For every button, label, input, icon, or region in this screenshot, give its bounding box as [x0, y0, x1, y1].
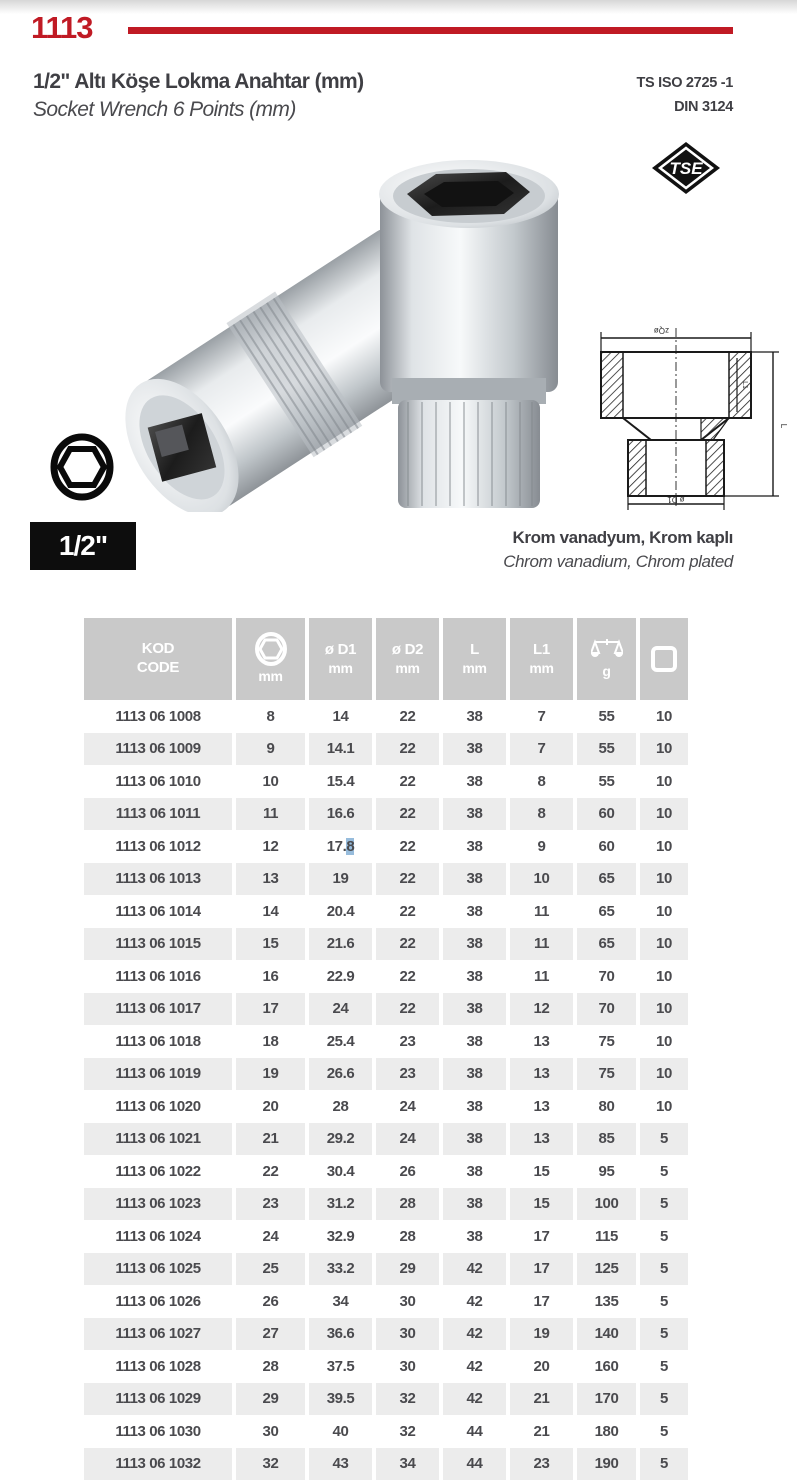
table-cell: 38 — [443, 993, 506, 1026]
table-cell: 22 — [376, 733, 439, 766]
table-cell: 22 — [399, 837, 416, 855]
table-cell: 38 — [466, 1097, 483, 1115]
table-cell: 23 — [510, 1448, 573, 1480]
table-cell: 7 — [510, 733, 573, 766]
table-cell: 10 — [656, 1097, 672, 1115]
table-cell: 38 — [466, 1032, 483, 1050]
table-cell: 38 — [443, 1058, 506, 1091]
table-cell: 1113 06 1027 — [84, 1318, 232, 1351]
table-cell: 5 — [640, 1383, 688, 1416]
table-cell: 5 — [660, 1162, 668, 1180]
table-cell: 1113 06 1013 — [84, 863, 232, 896]
table-cell: 75 — [598, 1032, 615, 1050]
table-cell: 23 — [399, 1032, 416, 1050]
table-cell: 26 — [399, 1162, 416, 1180]
table-cell: 10 — [640, 993, 688, 1026]
table-cell: 1113 06 1030 — [115, 1422, 201, 1440]
table-cell: 1113 06 1017 — [84, 993, 232, 1026]
table-cell: 12 — [262, 837, 279, 855]
table-cell: 1113 06 1032 — [84, 1448, 232, 1480]
table-cell: 5 — [640, 1318, 688, 1351]
table-cell: 15 — [510, 1188, 573, 1221]
table-cell: 1113 06 1019 — [84, 1058, 232, 1091]
table-cell: 30 — [399, 1292, 416, 1310]
table-cell: 38 — [466, 707, 483, 725]
table-cell: 70 — [598, 967, 615, 985]
table-cell: 5 — [660, 1227, 668, 1245]
table-cell: 14.1 — [309, 733, 372, 766]
table-cell: 38 — [466, 902, 483, 920]
table-cell: 29.2 — [309, 1123, 372, 1156]
table-row — [84, 863, 688, 896]
table-cell: 13 — [533, 1097, 550, 1115]
table-cell: 135 — [594, 1292, 619, 1310]
table-cell: 60 — [598, 837, 615, 855]
table-row — [84, 700, 688, 733]
standard-ts-iso: TS ISO 2725 -1 — [636, 75, 733, 91]
table-cell: 1113 06 1020 — [115, 1097, 201, 1115]
table-cell: 1113 06 1021 — [84, 1123, 232, 1156]
table-cell: 10 — [510, 863, 573, 896]
table-cell: 38 — [443, 733, 506, 766]
table-cell: 11 — [510, 928, 573, 961]
table-row — [84, 1415, 688, 1448]
table-cell: 43 — [309, 1448, 372, 1480]
table-cell: 10 — [656, 707, 672, 725]
table-cell: 15 — [533, 1162, 550, 1180]
spec-table-header — [84, 618, 688, 700]
table-cell: 42 — [466, 1357, 483, 1375]
table-cell: 32 — [376, 1383, 439, 1416]
table-cell: 24 — [399, 1097, 416, 1115]
table-cell: 26 — [262, 1292, 279, 1310]
table-cell: 22 — [399, 967, 416, 985]
table-cell: 38 — [466, 772, 483, 790]
table-cell: 22 — [376, 993, 439, 1026]
table-cell: 38 — [443, 928, 506, 961]
table-cell: 180 — [594, 1422, 619, 1440]
table-cell: 10 — [656, 967, 672, 985]
table-cell: 170 — [577, 1383, 636, 1416]
table-cell: 5 — [640, 1253, 688, 1286]
table-cell: 1113 06 1029 — [84, 1383, 232, 1416]
table-row — [84, 830, 688, 863]
table-cell: 38 — [466, 837, 483, 855]
product-photo-sockets — [62, 150, 582, 512]
table-cell: 65 — [598, 902, 615, 920]
table-cell: 27 — [236, 1318, 305, 1351]
table-row — [84, 1383, 688, 1416]
table-cell: 21 — [533, 1422, 550, 1440]
technical-drawing — [573, 322, 791, 512]
table-cell: 65 — [577, 928, 636, 961]
table-cell: 44 — [443, 1448, 506, 1480]
table-cell: 10 — [640, 798, 688, 831]
table-cell: 1113 06 1018 — [115, 1032, 201, 1050]
table-cell: 32 — [399, 1422, 416, 1440]
table-cell: 20 — [533, 1357, 550, 1375]
table-cell: 22 — [399, 902, 416, 920]
table-cell: 22.9 — [326, 967, 355, 985]
table-cell: 23 — [376, 1058, 439, 1091]
table-cell: 28 — [399, 1227, 416, 1245]
table-cell: 20.4 — [326, 902, 355, 920]
table-cell: 38 — [466, 1227, 483, 1245]
table-cell: 1113 06 1012 — [115, 837, 201, 855]
table-cell: 23 — [236, 1188, 305, 1221]
table-cell: 55 — [598, 772, 615, 790]
weight-scale-icon — [591, 637, 623, 663]
table-cell: 1113 06 1016 — [115, 967, 201, 985]
table-cell: 38 — [466, 967, 483, 985]
table-cell: 10 — [640, 928, 688, 961]
table-row — [84, 1253, 688, 1286]
table-cell: 5 — [660, 1422, 668, 1440]
table-row — [84, 960, 688, 993]
table-cell: 10 — [656, 837, 672, 855]
table-cell: 30 — [399, 1357, 416, 1375]
hex-size-icon — [254, 632, 288, 668]
table-cell: 32 — [236, 1448, 305, 1480]
header-d1: ø D1 mm — [309, 618, 372, 700]
table-cell: 1113 06 1026 — [115, 1292, 201, 1310]
table-cell: 15 — [236, 928, 305, 961]
table-cell: 1113 06 1011 — [84, 798, 232, 831]
table-cell: 5 — [660, 1292, 668, 1310]
table-cell: 22 — [262, 1162, 279, 1180]
table-cell: 11 — [236, 798, 305, 831]
table-cell: 1113 06 1008 — [115, 707, 201, 725]
table-row — [84, 798, 688, 831]
dim-label-l: L — [779, 423, 788, 429]
table-cell: 38 — [466, 1162, 483, 1180]
table-cell: 30.4 — [326, 1162, 355, 1180]
table-cell: 8 — [537, 772, 546, 790]
table-cell: 25 — [236, 1253, 305, 1286]
table-cell: 17 — [236, 993, 305, 1026]
table-cell: 17 — [510, 1253, 573, 1286]
table-cell: 29 — [236, 1383, 305, 1416]
table-cell: 24 — [309, 993, 372, 1026]
table-cell: 38 — [443, 863, 506, 896]
table-cell: 30 — [376, 1318, 439, 1351]
table-row — [84, 1318, 688, 1351]
table-cell: 42 — [466, 1292, 483, 1310]
table-cell: 9 — [537, 837, 546, 855]
table-cell: 42 — [443, 1383, 506, 1416]
table-cell: 21 — [510, 1383, 573, 1416]
table-cell: 14 — [262, 902, 279, 920]
table-cell: 80 — [598, 1097, 615, 1115]
dim-label-d1: ø D1 — [667, 495, 685, 504]
table-cell: 17 — [533, 1227, 550, 1245]
table-cell: 18 — [262, 1032, 279, 1050]
table-cell: 28 — [262, 1357, 279, 1375]
header-d2: ø D2 mm — [376, 618, 439, 700]
table-cell: 42 — [443, 1318, 506, 1351]
table-cell: 160 — [594, 1357, 619, 1375]
table-cell: 36.6 — [309, 1318, 372, 1351]
table-row — [84, 993, 688, 1026]
table-cell: 10 — [656, 1032, 672, 1050]
table-cell: 17 — [533, 1292, 550, 1310]
table-cell: 10 — [656, 902, 672, 920]
header-rule — [128, 27, 733, 34]
table-cell: 13 — [510, 1123, 573, 1156]
table-cell: 60 — [577, 798, 636, 831]
table-cell: 75 — [577, 1058, 636, 1091]
table-cell: 85 — [577, 1123, 636, 1156]
material-text-english: Chrom vanadium, Chrom plated — [503, 552, 733, 571]
table-cell: 7 — [537, 707, 546, 725]
table-cell: 10 — [640, 863, 688, 896]
table-cell: 39.5 — [309, 1383, 372, 1416]
standards-block — [636, 72, 733, 120]
table-cell: 1113 06 1010 — [115, 772, 201, 790]
table-cell: 1113 06 1028 — [115, 1357, 201, 1375]
table-cell: 5 — [660, 1357, 668, 1375]
table-cell: 34 — [376, 1448, 439, 1480]
table-cell: 24 — [376, 1123, 439, 1156]
table-cell: 26.6 — [309, 1058, 372, 1091]
table-cell: 55 — [577, 733, 636, 766]
table-row — [84, 1123, 688, 1156]
dim-label-l1: L1 — [741, 381, 748, 389]
header-package — [640, 618, 688, 700]
table-cell: 125 — [577, 1253, 636, 1286]
table-cell: 10 — [640, 733, 688, 766]
table-cell: 29 — [376, 1253, 439, 1286]
table-cell: 38 — [443, 1188, 506, 1221]
table-row — [84, 928, 688, 961]
table-cell: 13 — [533, 1032, 550, 1050]
header-kod-code: KOD CODE — [84, 618, 232, 700]
table-cell: 190 — [577, 1448, 636, 1480]
table-cell: 140 — [577, 1318, 636, 1351]
tse-certification-icon — [650, 140, 722, 196]
table-cell: 22 — [376, 928, 439, 961]
table-cell: 33.2 — [309, 1253, 372, 1286]
table-cell: 9 — [236, 733, 305, 766]
table-cell: 38 — [443, 1123, 506, 1156]
table-cell: 19 — [510, 1318, 573, 1351]
header-weight: g — [577, 618, 636, 700]
table-cell: 1113 06 1025 — [84, 1253, 232, 1286]
table-cell: 1113 06 1023 — [84, 1188, 232, 1221]
table-cell: 10 — [262, 772, 279, 790]
table-cell: 10 — [640, 1058, 688, 1091]
table-cell: 1113 06 1014 — [115, 902, 201, 920]
table-cell: 24 — [262, 1227, 279, 1245]
table-cell: 21 — [236, 1123, 305, 1156]
table-cell: 12 — [510, 993, 573, 1026]
table-cell: 1113 06 1015 — [84, 928, 232, 961]
table-cell: 13 — [236, 863, 305, 896]
table-cell: 11 — [533, 967, 550, 985]
catalog-code: 1113 — [31, 10, 93, 45]
top-gradient-band — [0, 0, 797, 14]
header-l1: L1 mm — [510, 618, 573, 700]
table-cell: 10 — [656, 772, 672, 790]
table-row — [84, 1220, 688, 1253]
hex-socket-profile-icon — [50, 433, 114, 501]
table-row — [84, 1350, 688, 1383]
table-cell: 13 — [510, 1058, 573, 1091]
table-row — [84, 1025, 688, 1058]
header-size-mm: mm — [236, 618, 305, 700]
table-cell: 65 — [577, 863, 636, 896]
table-cell: 1113 06 1024 — [115, 1227, 201, 1245]
table-cell: 55 — [598, 707, 615, 725]
table-cell: 115 — [595, 1227, 618, 1245]
table-row — [84, 1090, 688, 1123]
table-cell: 16.6 — [309, 798, 372, 831]
table-row — [84, 1285, 688, 1318]
table-cell: 1113 06 1009 — [84, 733, 232, 766]
table-cell: 28 — [332, 1097, 349, 1115]
table-row — [84, 765, 688, 798]
table-cell: 5 — [640, 1448, 688, 1480]
table-cell: 21.6 — [309, 928, 372, 961]
table-cell: 16 — [262, 967, 279, 985]
product-title-english: Socket Wrench 6 Points (mm) — [33, 98, 296, 121]
table-cell: 22 — [376, 798, 439, 831]
package-quantity-icon — [649, 644, 679, 674]
table-cell: 17. 8 — [326, 837, 355, 855]
spec-table-body — [84, 700, 688, 1480]
table-cell: 8 — [266, 707, 275, 725]
table-cell: 44 — [466, 1422, 483, 1440]
header-l: L mm — [443, 618, 506, 700]
table-cell: 34 — [332, 1292, 349, 1310]
table-cell: 22 — [399, 772, 416, 790]
table-row — [84, 1058, 688, 1091]
table-cell: 20 — [262, 1097, 279, 1115]
table-cell: 14 — [332, 707, 349, 725]
table-cell: 32.9 — [326, 1227, 355, 1245]
standard-din: DIN 3124 — [674, 98, 733, 115]
table-cell: 8 — [510, 798, 573, 831]
table-cell: 30 — [262, 1422, 279, 1440]
table-row — [84, 733, 688, 766]
table-cell: 19 — [236, 1058, 305, 1091]
table-cell: 15.4 — [326, 772, 355, 790]
table-cell: 25.4 — [326, 1032, 355, 1050]
drive-size-badge: 1/2" — [30, 522, 136, 570]
spec-table — [84, 618, 688, 1480]
table-row — [84, 895, 688, 928]
table-cell: 37.5 — [326, 1357, 355, 1375]
table-cell: 28 — [376, 1188, 439, 1221]
table-cell: 95 — [598, 1162, 615, 1180]
table-cell: 11 — [533, 902, 550, 920]
product-title-turkish: 1/2" Altı Köşe Lokma Anahtar (mm) — [33, 70, 364, 93]
table-cell: 22 — [376, 863, 439, 896]
dim-label-d2: zQø — [653, 326, 669, 335]
table-cell: 100 — [577, 1188, 636, 1221]
svg-text:TSE: TSE — [669, 159, 703, 178]
table-cell: 38 — [443, 798, 506, 831]
table-cell: 5 — [640, 1123, 688, 1156]
table-cell: 19 — [309, 863, 372, 896]
table-cell: 22 — [399, 707, 416, 725]
table-cell: 31.2 — [309, 1188, 372, 1221]
table-cell: 1113 06 1022 — [115, 1162, 201, 1180]
table-cell: 40 — [332, 1422, 349, 1440]
table-row — [84, 1448, 688, 1480]
table-cell: 5 — [640, 1188, 688, 1221]
table-cell: 42 — [443, 1253, 506, 1286]
table-row — [84, 1188, 688, 1221]
material-text-turkish: Krom vanadyum, Krom kaplı — [512, 528, 733, 547]
table-cell: 70 — [577, 993, 636, 1026]
table-row — [84, 1155, 688, 1188]
